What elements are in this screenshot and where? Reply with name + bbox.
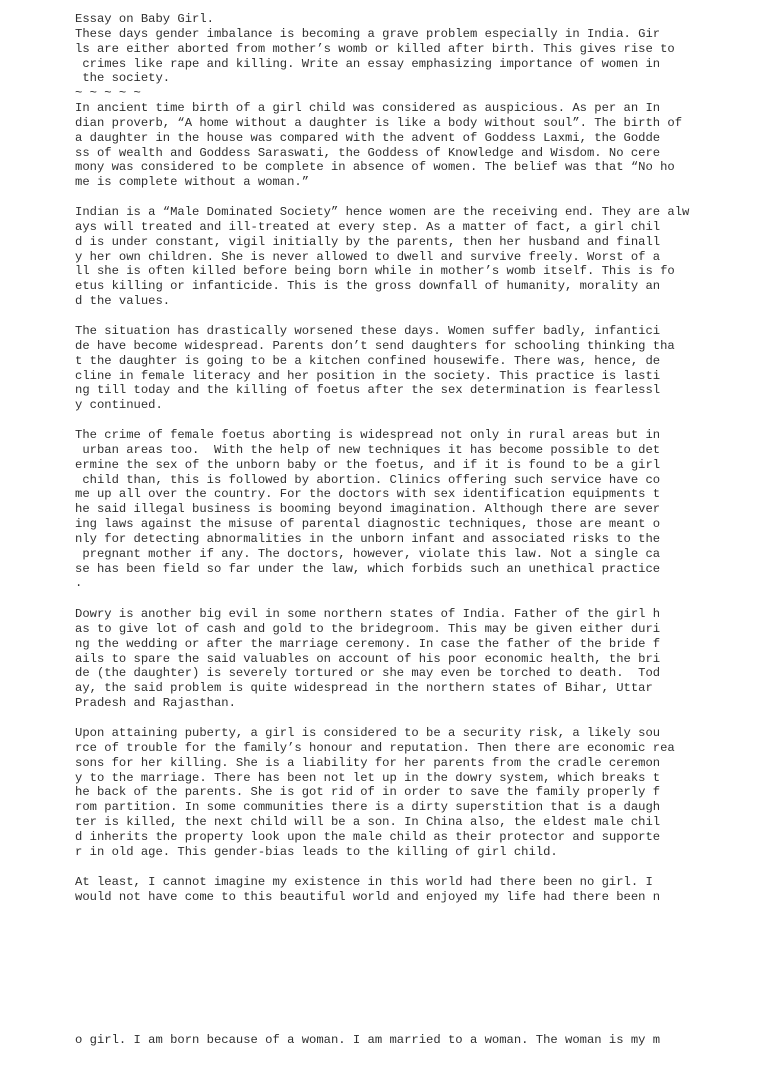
text-line: Upon attaining puberty, a girl is considered to be a security risk, a likely sou bbox=[75, 726, 661, 740]
text-line: o girl. I am born because of a woman. I am married to a woman. The woman is my m bbox=[75, 1032, 661, 1047]
text-line: y her own children. She is never allowed to dwell and survive freely. Worst of a bbox=[75, 249, 661, 264]
text-line: se has been field so far under the law, which forbids such an unethical practice bbox=[75, 561, 661, 576]
text-line: ays will treated and ill-treated at every step. As a matter of fact, a girl chil bbox=[75, 219, 661, 234]
text-line: etus killing or infanticide. This is the gross downfall of humanity, morality an bbox=[75, 279, 661, 294]
text-line: nly for detecting abnormalities in the unborn infant and associated risks to the bbox=[75, 531, 661, 546]
essay-prompt bbox=[75, 12, 755, 101]
text-line: t the daughter is going to be a kitchen confined housewife. There was, hence, de bbox=[75, 353, 661, 368]
text-line: ing laws against the misuse of parental diagnostic techniques, those are meant o bbox=[75, 517, 661, 532]
text-line: ss of wealth and Goddess Saraswati, the Goddess of Knowledge and Wisdom. No cere bbox=[75, 145, 661, 160]
text-line: d inherits the property look upon the male child as their protector and supporte bbox=[75, 829, 661, 844]
text-line: Essay on Baby Girl. bbox=[75, 12, 214, 26]
text-line: rom partition. In some communities there is a dirty superstition that is a daugh bbox=[75, 800, 661, 815]
text-line: ng till today and the killing of foetus after the sex determination is fearlessl bbox=[75, 383, 661, 398]
paragraph-dowry bbox=[75, 607, 755, 711]
text-line: In ancient time birth of a girl child was considered as auspicious. As per an In bbox=[75, 101, 661, 115]
text-line: d the values. bbox=[75, 294, 171, 309]
text-line: rce of trouble for the family’s honour and reputation. Then there are economic rea bbox=[75, 740, 675, 755]
paragraph-situation-worsened bbox=[75, 324, 755, 413]
text-line: as to give lot of cash and gold to the bridegroom. This may be given either duri bbox=[75, 621, 661, 636]
text-line: ~ ~ ~ ~ ~ bbox=[75, 86, 141, 101]
text-line: dian proverb, “A home without a daughter is like a body without soul”. The birth of bbox=[75, 115, 683, 130]
paragraph-ancient-times bbox=[75, 101, 755, 190]
text-line: ter is killed, the next child will be a son. In China also, the eldest male chil bbox=[75, 815, 661, 830]
paragraph-male-dominated-society bbox=[75, 205, 755, 309]
text-line: ls are either aborted from mother’s womb or killed after birth. This gives rise to bbox=[75, 41, 675, 56]
text-line: urban areas too. With the help of new techniques it has become possible to det bbox=[75, 442, 661, 457]
text-line: ay, the said problem is quite widespread in the northern states of Bihar, Uttar bbox=[75, 681, 653, 696]
text-line: ails to spare the said valuables on account of his poor economic health, the bri bbox=[75, 651, 661, 666]
text-line: Dowry is another big evil in some northern states of India. Father of the girl h bbox=[75, 607, 661, 621]
text-line: At least, I cannot imagine my existence in this world had there been no girl. I bbox=[75, 875, 653, 889]
paragraph-conclusion bbox=[75, 875, 755, 905]
paragraph-foetus-aborting bbox=[75, 428, 755, 591]
text-line: me is complete without a woman.” bbox=[75, 175, 310, 190]
text-line: mony was considered to be complete in absence of women. The belief was that “No ho bbox=[75, 160, 675, 175]
text-line: . bbox=[75, 576, 83, 591]
text-line: sons for her killing. She is a liability for her parents from the cradle ceremon bbox=[75, 755, 661, 770]
text-line: The situation has drastically worsened these days. Women suffer badly, infantici bbox=[75, 324, 661, 338]
text-line: me up all over the country. For the doctors with sex identification equipments t bbox=[75, 487, 661, 502]
page-continuation-line bbox=[75, 1003, 755, 1077]
text-line: he said illegal business is booming beyond imagination. Although there are sever bbox=[75, 502, 661, 517]
text-line: de (the daughter) is severely tortured or she may even be torched to death. Tod bbox=[75, 666, 661, 681]
text-line: child than, this is followed by abortion. Clinics offering such service have co bbox=[75, 472, 661, 487]
text-line: crimes like rape and killing. Write an essay emphasizing importance of women in bbox=[75, 56, 661, 71]
text-line: cline in female literacy and her position in the society. This practice is lasti bbox=[75, 368, 661, 383]
text-line: he back of the parents. She is got rid of in order to save the family properly f bbox=[75, 785, 661, 800]
text-line: y to the marriage. There has been not let up in the dowry system, which breaks t bbox=[75, 770, 661, 785]
text-line: r in old age. This gender-bias leads to the killing of girl child. bbox=[75, 844, 558, 859]
text-line: The crime of female foetus aborting is widespread not only in rural areas but in bbox=[75, 428, 661, 442]
text-line: Indian is a “Male Dominated Society” hence women are the receiving end. They are alw bbox=[75, 205, 690, 219]
text-line: y continued. bbox=[75, 398, 163, 413]
text-line: ng the wedding or after the marriage ceremony. In case the father of the bride f bbox=[75, 636, 661, 651]
text-line: pregnant mother if any. The doctors, however, violate this law. Not a single ca bbox=[75, 546, 661, 561]
text-line: would not have come to this beautiful world and enjoyed my life had there been n bbox=[75, 889, 661, 904]
paragraph-puberty bbox=[75, 726, 755, 860]
text-line: the society. bbox=[75, 71, 171, 86]
text-line: These days gender imbalance is becoming a grave problem especially in India. Gir bbox=[75, 26, 661, 41]
text-line: Pradesh and Rajasthan. bbox=[75, 696, 236, 711]
text-line: ermine the sex of the unborn baby or the foetus, and if it is found to be a girl bbox=[75, 457, 661, 472]
text-line: ll she is often killed before being born while in mother’s womb itself. This is fo bbox=[75, 264, 675, 279]
text-line: de have become widespread. Parents don’t send daughters for schooling thinking tha bbox=[75, 338, 675, 353]
text-line: d is under constant, vigil initially by the parents, then her husband and finall bbox=[75, 234, 661, 249]
text-line: a daughter in the house was compared with the advent of Goddess Laxmi, the Godde bbox=[75, 130, 661, 145]
